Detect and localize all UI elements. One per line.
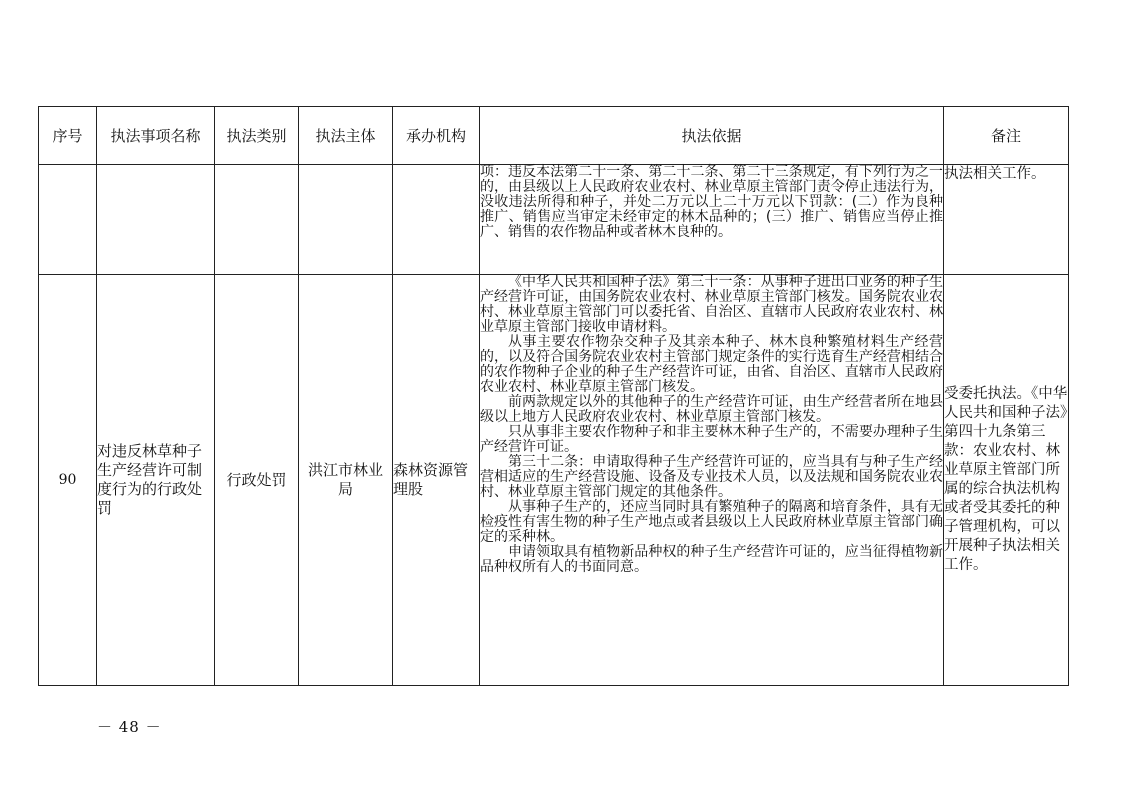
row-subject [299,275,393,686]
basis-paragraph: 前两款规定以外的其他种子的生产经营许可证，由生产经营者所在地县级以上地方人民政府农业农村、林业草原主管部门核发。 [480,394,943,425]
row-basis [480,275,944,686]
basis-paragraph: 只从事非主要农作物种子和非主要林木种子生产的，不需要办理种子生产经营许可证。 [480,424,943,455]
header-category: 执法类别 [215,107,299,165]
header-agency: 承办机构 [393,107,480,165]
cont-remark-cell: 执法相关工作。 [944,165,1069,275]
header-basis: 执法依据 [480,107,944,165]
table-header-row [39,107,1069,165]
basis-paragraph: 《中华人民共和国种子法》第三十一条：从事种子进出口业务的种子生产经营许可证，由国务院农业农村、林业草原主管部门核发。国务院农业农村、林业草原主管部门可以委托省、自治区、直辖市人民政府农业农村、林业草原主管部门接收申请材料。 [480,274,943,335]
cont-category-cell [215,165,299,275]
row-agency: 森林资源管理股 [393,275,480,686]
cont-seq-cell [39,165,97,275]
enforcement-table [38,106,1069,686]
header-seq: 序号 [39,107,97,165]
table-row-continued [39,165,1069,275]
row-item-name: 对违反林草种子生产经营许可制度行为的行政处罚 [97,275,215,686]
basis-paragraph: 从事种子生产的，还应当同时具有繁殖种子的隔离和培育条件，具有无检疫性有害生物的种子生产地点或者县级以上人民政府林业草原主管部门确定的采种林。 [480,499,943,545]
cont-basis-cell [480,165,944,275]
header-remark: 备注 [944,107,1069,165]
cont-item-cell [97,165,215,275]
header-subject: 执法主体 [299,107,393,165]
row-remark: 受委托执法。《中华人民共和国种子法》第四十九条第三款：农业农村、林业草原主管部门所属的综合执法机构或者受其委托的种子管理机构，可以开展种子执法相关工作。 [944,275,1069,686]
row-subject-text: 洪江市林业局 [307,461,383,498]
basis-paragraph: 第三十二条：申请取得种子生产经营许可证的，应当具有与种子生产经营相适应的生产经营设施、设备及专业技术人员，以及法规和国务院农业农村、林业草原主管部门规定的其他条件。 [480,454,943,500]
page-number: － 48 － [97,718,162,736]
cont-basis-text: 项：违反本法第二十一条、第二十二条、第二十三条规定，有下列行为之一的，由县级以上人民政府农业农村、林业草原主管部门责令停止违法行为，没收违法所得和种子，并处二万元以上二十万元以下罚款：(二）作为良种推广、销售应当审定未经审定的林木品种的；(三）推广、销售应当停止推广、销售的农作物品种或者林木良种的。 [480,164,943,240]
basis-paragraph: 申请领取具有植物新品种权的种子生产经营许可证的，应当征得植物新品种权所有人的书面同意。 [480,544,943,575]
cont-agency-cell [393,165,480,275]
cont-subject-cell [299,165,393,275]
header-item-name: 执法事项名称 [97,107,215,165]
basis-paragraph: 从事主要农作物杂交种子及其亲本种子、林木良种繁殖材料生产经营的，以及符合国务院农业农村主管部门规定条件的实行选育生产经营相结合的农作物种子企业的种子生产经营许可证，由省、自治区、直辖市人民政府农业农村、林业草原主管部门核发。 [480,334,943,395]
table-row-90 [39,275,1069,686]
row-category: 行政处罚 [215,275,299,686]
row-seq: 90 [39,275,97,686]
